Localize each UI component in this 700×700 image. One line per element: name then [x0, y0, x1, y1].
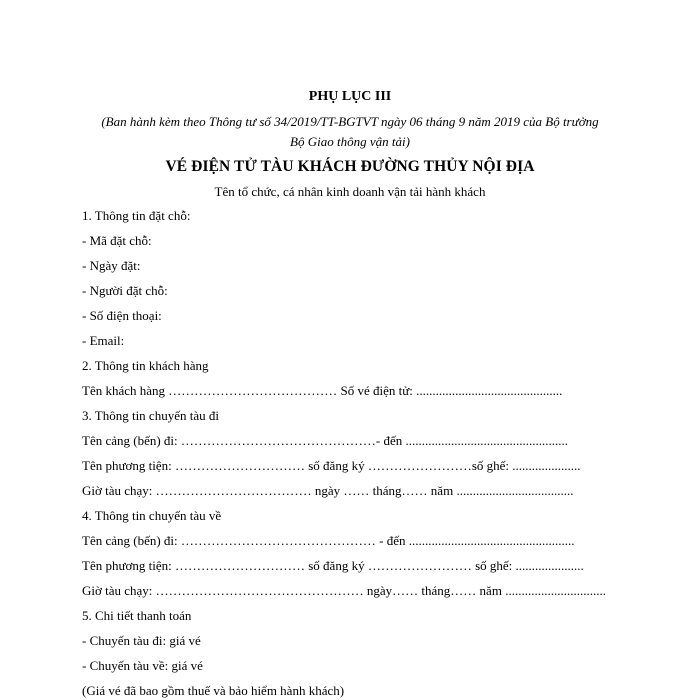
ticket-heading: VÉ ĐIỆN TỬ TÀU KHÁCH ĐƯỜNG THỦY NỘI ĐỊA: [165, 158, 535, 175]
field-return-port: Tên cảng (bến) đi: ……………………………………… - đến ...................................................: [82, 533, 575, 548]
organization-line: Tên tổ chức, cá nhân kinh doanh vận tải hành khách: [214, 184, 486, 199]
issuance-note-line1: (Ban hành kèm theo Thông tư số 34/2019/TT-BGTVT ngày 06 tháng 9 năm 2019 của Bộ trưởng: [101, 114, 599, 129]
field-booking-date: - Ngày đặt:: [82, 258, 141, 273]
price-note: (Giá vé đã bao gồm thuế và bảo hiểm hành khách): [82, 683, 345, 698]
section-outbound-trip: 3. Thông tin chuyến tàu đi: [82, 408, 219, 423]
field-outbound-price: - Chuyến tàu đi: giá vé: [82, 633, 201, 648]
field-booking-code: - Mã đặt chỗ:: [82, 233, 152, 248]
field-return-time: Giờ tàu chạy: ………………………………………… ngày…… tháng…… năm ...............................: [82, 583, 606, 598]
appendix-title: PHỤ LỤC III: [308, 89, 392, 104]
field-outbound-vessel: Tên phương tiện: ………………………… số đăng ký ……………………số ghế: .....................: [82, 458, 581, 473]
field-outbound-time: Giờ tàu chạy: ……………………………… ngày …… tháng…… năm ....................................: [82, 483, 574, 498]
section-return-trip: 4. Thông tin chuyến tàu về: [82, 508, 222, 523]
field-return-vessel: Tên phương tiện: ………………………… số đăng ký …………………… số ghế: .....................: [82, 558, 584, 573]
issuance-note-line2: Bộ Giao thông vận tải): [290, 134, 410, 149]
field-customer-name: Tên khách hàng ………………………………… Số vé điện tử: .............................................: [82, 383, 563, 398]
field-booker: - Người đặt chỗ:: [82, 283, 168, 298]
section-booking-info: 1. Thông tin đặt chỗ:: [82, 208, 191, 223]
field-return-price: - Chuyến tàu về: giá vé: [82, 658, 203, 673]
field-outbound-port: Tên cảng (bến) đi: ………………………………………- đến ..................................................: [82, 433, 569, 448]
section-payment: 5. Chi tiết thanh toán: [82, 608, 192, 623]
section-customer-info: 2. Thông tin khách hàng: [82, 358, 209, 373]
field-phone: - Số điện thoại:: [82, 308, 162, 323]
field-email: - Email:: [82, 333, 125, 348]
